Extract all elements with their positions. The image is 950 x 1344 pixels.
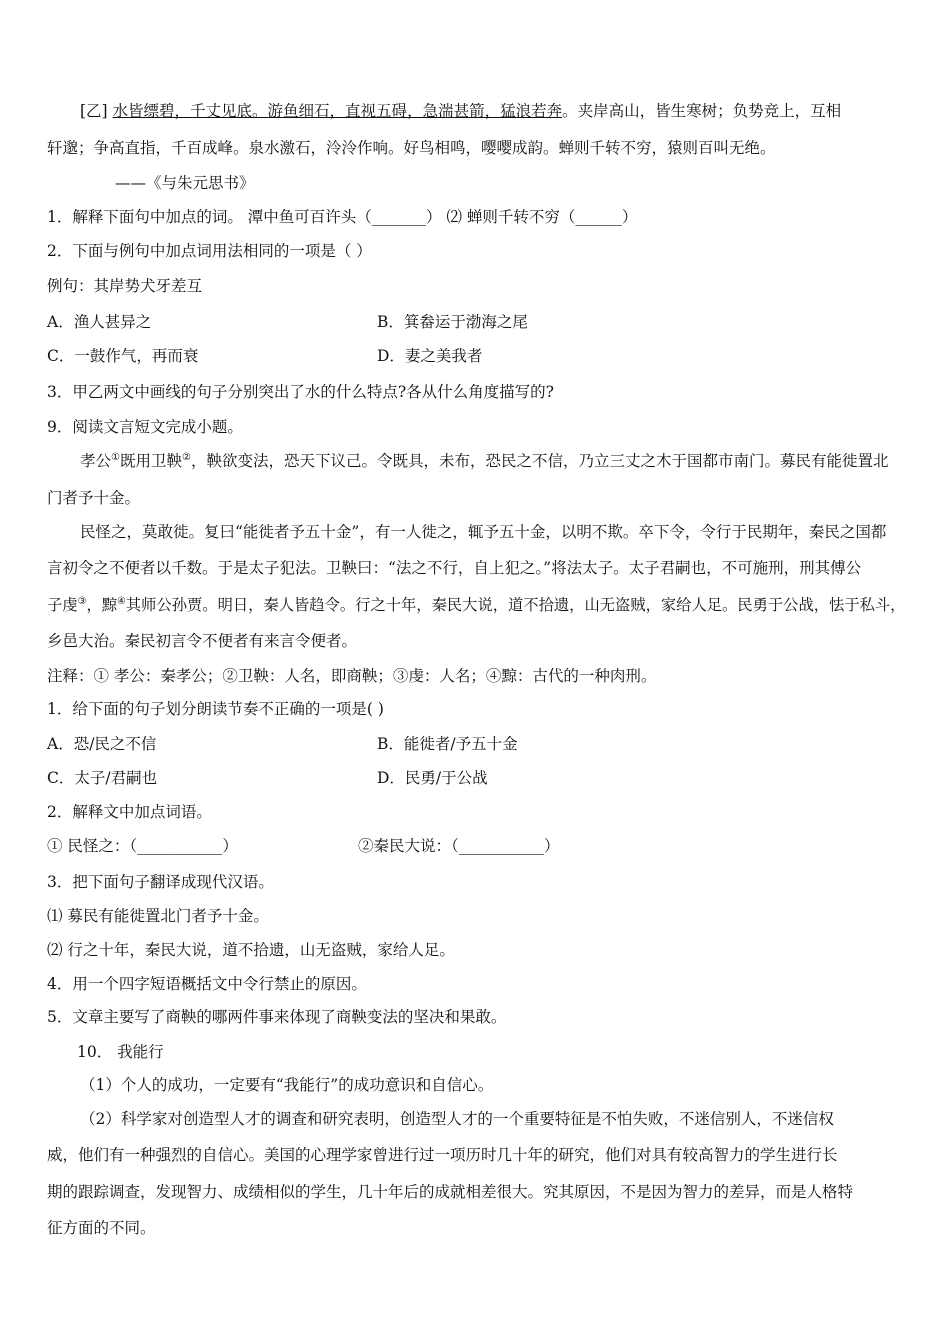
underlined-sentence-1: 水皆缥碧，千丈见底。游鱼细石，直视五碍 [112, 102, 408, 120]
q9-notes: 注释：① 孝公：秦孝公；②卫鞅：人名，即商鞅；③虔：人名；④黥：古代的一种肉刑。 [47, 667, 657, 685]
q9-subquestion-4: 4．用一个四字短语概括文中令行禁止的原因。 [47, 975, 367, 993]
passage-yi-label: [乙] [80, 102, 108, 120]
q9-option-a: A．恐/民之不信 [47, 735, 157, 753]
q9-option-d: D．民勇/于公战 [377, 769, 488, 787]
question-2: 2．下面与例句中加点词用法相同的一项是（ ） [47, 242, 372, 260]
option-a: A．渔人甚异之 [47, 313, 152, 331]
q9-text: ，黥 [86, 596, 118, 614]
passage-yi-line-1 [80, 100, 841, 122]
q10-para2-line1: （2）科学家对创造型人才的调查和研究表明，创造型人才的一个重要特征是不怕失败，不迷信别人，不迷信权 [80, 1110, 834, 1128]
example-sentence: 例句：其岸势犬牙差互 [47, 277, 203, 295]
q9-translate-1: ⑴ 募民有能徙置北门者予十金。 [47, 907, 269, 925]
question-9-title: 9．阅读文言短文完成小题。 [47, 418, 243, 436]
option-d: D．妻之美我者 [377, 347, 483, 365]
q9-text: 其师公孙贾。明日，秦人皆趋令。行之十年，秦民大说，道不拾遗，山无盗贼，家给人足。民勇于公战，怯于私斗， [125, 596, 906, 614]
q10-para2-line4: 征方面的不同。 [47, 1219, 156, 1237]
option-b: B．箕畚运于渤海之尾 [377, 313, 528, 331]
q9-translate-2: ⑵ 行之十年，秦民大说，道不拾遗，山无盗贼，家给人足。 [47, 941, 455, 959]
q9-option-b: B．能徙者/予五十金 [377, 735, 518, 753]
passage-yi-line-2: 轩邈；争高直指，千百成峰。泉水激石，泠泠作响。好鸟相鸣，嘤嘤成韵。蝉则千转不穷，猿则百叫无绝。 [47, 139, 776, 157]
q10-para2-line3: 期的跟踪调查，发现智力、成绩相似的学生，几十年后的成就相差很大。究其原因，不是因为智力的差异，而是人格特 [47, 1183, 854, 1201]
q9-option-c: C．太子/君嗣也 [47, 769, 158, 787]
q10-para-1: （1）个人的成功，一定要有“我能行”的成功意识和自信心。 [80, 1076, 494, 1094]
q9-subquestion-1: 1．给下面的句子划分朗读节奏不正确的一项是( ) [47, 700, 384, 718]
q9-para1-line1 [80, 450, 888, 472]
passage-yi-source: ——《与朱元思书》 [115, 174, 255, 192]
q9-para2-line3 [47, 594, 905, 616]
q9-para2-line4: 乡邑大治。秦民初言令不便者有来言令便者。 [47, 632, 358, 650]
q9-blank-2: ②秦民大说：（___________） [358, 837, 560, 855]
q9-para2-line2: 言初令之不便者以千数。于是太子犯法。卫鞅曰：“法之不行，自上犯之。”将法太子。太子君嗣也，不可施刑，刑其傅公 [47, 559, 862, 577]
question-10-title: 10． 我能行 [77, 1043, 164, 1061]
q9-text: 孝公 [80, 452, 112, 470]
q9-text: 既用卫鞅 [119, 452, 182, 470]
footnote-marker: ② [182, 451, 191, 463]
question-1: 1．解释下面句中加点的词。 潭中鱼可百许头（_______） ⑵ 蝉则千转不穷（______） [47, 208, 638, 226]
option-c: C．一鼓作气，再而衰 [47, 347, 199, 365]
q9-para2-line1: 民怪之，莫敢徙。复曰“能徙者予五十金”，有一人徙之，辄予五十金，以明不欺。卒下令，令行于民期年，秦民之国都 [80, 523, 887, 541]
q9-subquestion-2: 2．解释文中加点词语。 [47, 803, 212, 821]
q9-para1-line2: 门者予十金。 [47, 489, 141, 507]
underlined-sentence-2: ，急湍甚箭，猛浪若奔 [407, 102, 563, 120]
question-3: 3．甲乙两文中画线的句子分别突出了水的什么特点?各从什么角度描写的? [47, 383, 554, 401]
footnote-marker: ③ [77, 595, 87, 607]
footnote-marker: ① [111, 451, 120, 463]
q9-text: 子虔 [47, 596, 78, 614]
q10-para2-line2: 威，他们有一种强烈的自信心。美国的心理学家曾进行过一项历时几十年的研究，他们对具有较高智力的学生进行长 [47, 1146, 838, 1164]
q9-blank-1: ① 民怪之：（___________） [47, 837, 238, 855]
q9-subquestion-5: 5．文章主要写了商鞅的哪两件事来体现了商鞅变法的坚决和果敢。 [47, 1008, 507, 1026]
q9-text: ，鞅欲变法，恐天下议己。令既具，未布，恐民之不信，乃立三丈之木于国都市南门。募民有能徙置北 [190, 452, 889, 470]
q9-subquestion-3: 3．把下面句子翻译成现代汉语。 [47, 873, 274, 891]
passage-yi-text: 。夹岸高山，皆生寒树；负势竞上，互相 [562, 102, 842, 120]
footnote-marker: ④ [117, 595, 126, 607]
